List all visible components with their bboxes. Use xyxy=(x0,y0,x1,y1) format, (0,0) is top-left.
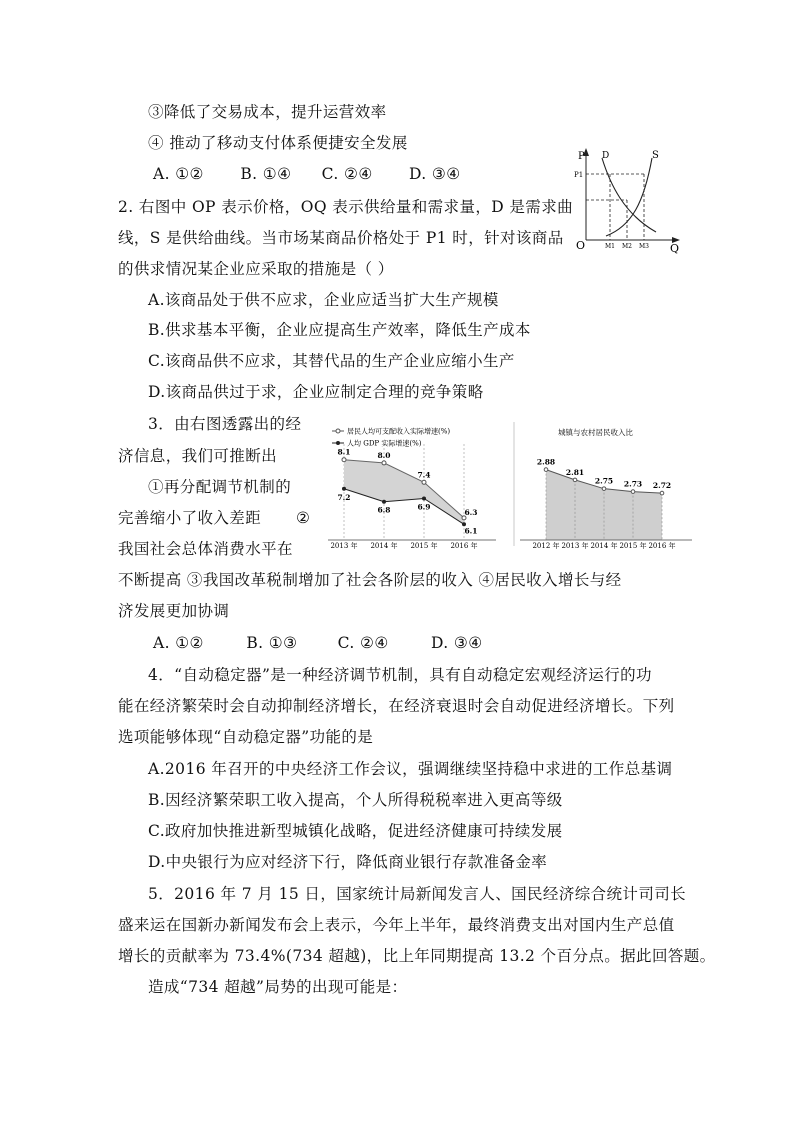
q4-option-b: B.因经济繁荣职工收入提高，个人所得税税率进入更高等级 xyxy=(148,791,563,809)
q5-stem-3: 增长的贡献率为 73.4%(734 超越)，比上年同期提高 13.2 个百分点。据此回答题。 xyxy=(118,947,716,965)
q3-item2: 我国社会总体消费水平在 xyxy=(118,540,293,558)
data-label: 6.3 xyxy=(464,507,478,517)
data-label: 2.88 xyxy=(536,457,556,467)
data-label: 8.0 xyxy=(377,450,391,460)
label-p1: P1 xyxy=(574,171,584,179)
q3-item1: ①再分配调节机制的 xyxy=(148,478,292,496)
option-d: D. ③④ xyxy=(430,634,483,652)
text-line-q1-item4: ④ 推动了移动支付体系便捷安全发展 xyxy=(148,134,408,152)
data-label: 2.72 xyxy=(652,481,672,491)
legend-marker-1 xyxy=(336,429,340,433)
q3-item2-cont: 不断提高 ③我国改革税制增加了社会各阶层的收入 ④居民收入增长与经 xyxy=(118,571,622,589)
option-b: B. ①④ xyxy=(240,165,292,183)
data-point xyxy=(573,478,577,482)
data-label: 7.4 xyxy=(417,470,431,480)
q2-option-b: B.供求基本平衡，企业应提高生产效率，降低生产成本 xyxy=(148,321,531,339)
data-label: 2.75 xyxy=(594,476,614,486)
q3-stem-2: 济信息，我们可推断出 xyxy=(118,447,278,465)
option-c: C. ②④ xyxy=(321,165,373,183)
x-tick-label: 2014 年 xyxy=(590,542,618,550)
label-q: Q xyxy=(670,242,680,255)
q4-option-a: A.2016 年召开的中央经济工作会议，强调继续坚持稳中求进的工作总基调 xyxy=(148,760,673,778)
q4-option-d: D.中央银行为应对经济下行，降低商业银行存款准备金率 xyxy=(148,853,548,871)
data-label: 2.81 xyxy=(565,467,585,477)
x-tick-label: 2013 年 xyxy=(561,542,589,550)
option-b: B. ①③ xyxy=(246,634,298,652)
q2-option-c: C.该商品供不应求，其替代品的生产企业应缩小生产 xyxy=(148,352,515,370)
data-point xyxy=(544,468,548,472)
legend-label-2: 人均 GDP 实际增速(%) xyxy=(347,439,422,448)
q4-stem-1: 4．“自动稳定器”是一种经济调节机制，具有自动稳定宏观经济运行的功 xyxy=(148,666,652,684)
legend-marker-2 xyxy=(336,441,340,445)
data-point xyxy=(631,490,635,494)
data-label: 8.1 xyxy=(337,447,351,457)
label-d: D xyxy=(602,151,610,161)
x-tick-label: 2016 年 xyxy=(648,542,676,550)
label-m2: M2 xyxy=(622,243,632,250)
gap-band xyxy=(344,460,464,525)
x-tick-label: 2016 年 xyxy=(450,542,478,550)
x-tick-label: 2015 年 xyxy=(619,542,647,550)
q4-option-c: C.政府加快推进新型城镇化战略，促进经济健康可持续发展 xyxy=(148,822,563,840)
q4-stem-3: 选项能够体现“自动稳定器”功能的是 xyxy=(118,728,374,746)
q2-stem-3: 的供求情况某企业应采取的措施是（ ） xyxy=(118,260,394,278)
q5-stem-2: 盛来运在国新办新闻发布会上表示，今年上半年，最终消费支出对国内生产总值 xyxy=(118,916,675,934)
data-label: 6.8 xyxy=(377,505,391,515)
q3-item4-cont: 济发展更加协调 xyxy=(118,602,230,620)
label-m1: M1 xyxy=(605,243,615,250)
data-point xyxy=(602,487,606,491)
data-label: 7.2 xyxy=(337,492,351,502)
data-point xyxy=(342,487,346,491)
label-m3: M3 xyxy=(639,243,649,250)
label-o: O xyxy=(576,239,586,252)
q2-option-a: A.该商品处于供不应求，企业应适当扩大生产规模 xyxy=(148,291,499,309)
growth-rate-chart xyxy=(322,422,500,550)
option-a: A. ①② xyxy=(153,634,204,652)
q5-stem-1: 5．2016 年 7 月 15 日，国家统计局新闻发言人、国民经济综合统计司司长 xyxy=(148,885,687,903)
q4-stem-2: 能在经济繁荣时会自动抑制经济增长，在经济衰退时会自动促进经济增长。下列 xyxy=(118,697,675,715)
data-label: 6.1 xyxy=(464,526,478,536)
option-d: D. ③④ xyxy=(408,165,461,183)
x-tick-label: 2013 年 xyxy=(330,542,358,550)
q3-item1-cont: 完善缩小了收入差距 xyxy=(118,509,262,527)
x-tick-label: 2015 年 xyxy=(410,542,438,550)
q2-stem-1: 2. 右图中 OP 表示价格，OQ 表示供给量和需求量，D 是需求曲 xyxy=(118,198,574,216)
chart-title: 城镇与农村居民收入比 xyxy=(558,428,633,437)
data-point xyxy=(342,458,346,462)
data-point xyxy=(422,496,426,500)
q2-option-d: D.该商品供过于求，企业应制定合理的竞争策略 xyxy=(148,383,484,401)
income-ratio-chart xyxy=(512,422,696,550)
option-a: A. ①② xyxy=(153,165,204,183)
option-c: C. ②④ xyxy=(337,634,389,652)
q3-options xyxy=(153,633,483,653)
text-line-q1-item3: ③降低了交易成本，提升运营效率 xyxy=(148,103,387,121)
q3-stem-1: 3．由右图透露出的经 xyxy=(148,415,302,433)
q1-options xyxy=(153,164,461,184)
x-tick-label: 2012 年 xyxy=(532,542,560,550)
supply-demand-figure xyxy=(572,144,684,256)
data-point xyxy=(382,461,386,465)
q3-item2-marker: ② xyxy=(296,509,311,527)
label-p: P xyxy=(578,151,585,162)
x-tick-label: 2014 年 xyxy=(370,542,398,550)
legend-label-1: 居民人均可支配收入实际增速(%) xyxy=(347,427,451,436)
data-point xyxy=(660,491,664,495)
data-label: 2.73 xyxy=(623,479,643,489)
q2-stem-2: 线，S 是供给曲线。当市场某商品价格处于 P1 时，针对该商品 xyxy=(118,229,564,247)
data-label: 6.9 xyxy=(417,502,431,512)
data-point xyxy=(382,500,386,504)
q5-stem-4: 造成“734 超越”局势的出现可能是： xyxy=(148,978,408,996)
label-s: S xyxy=(652,150,659,161)
data-point xyxy=(422,480,426,484)
